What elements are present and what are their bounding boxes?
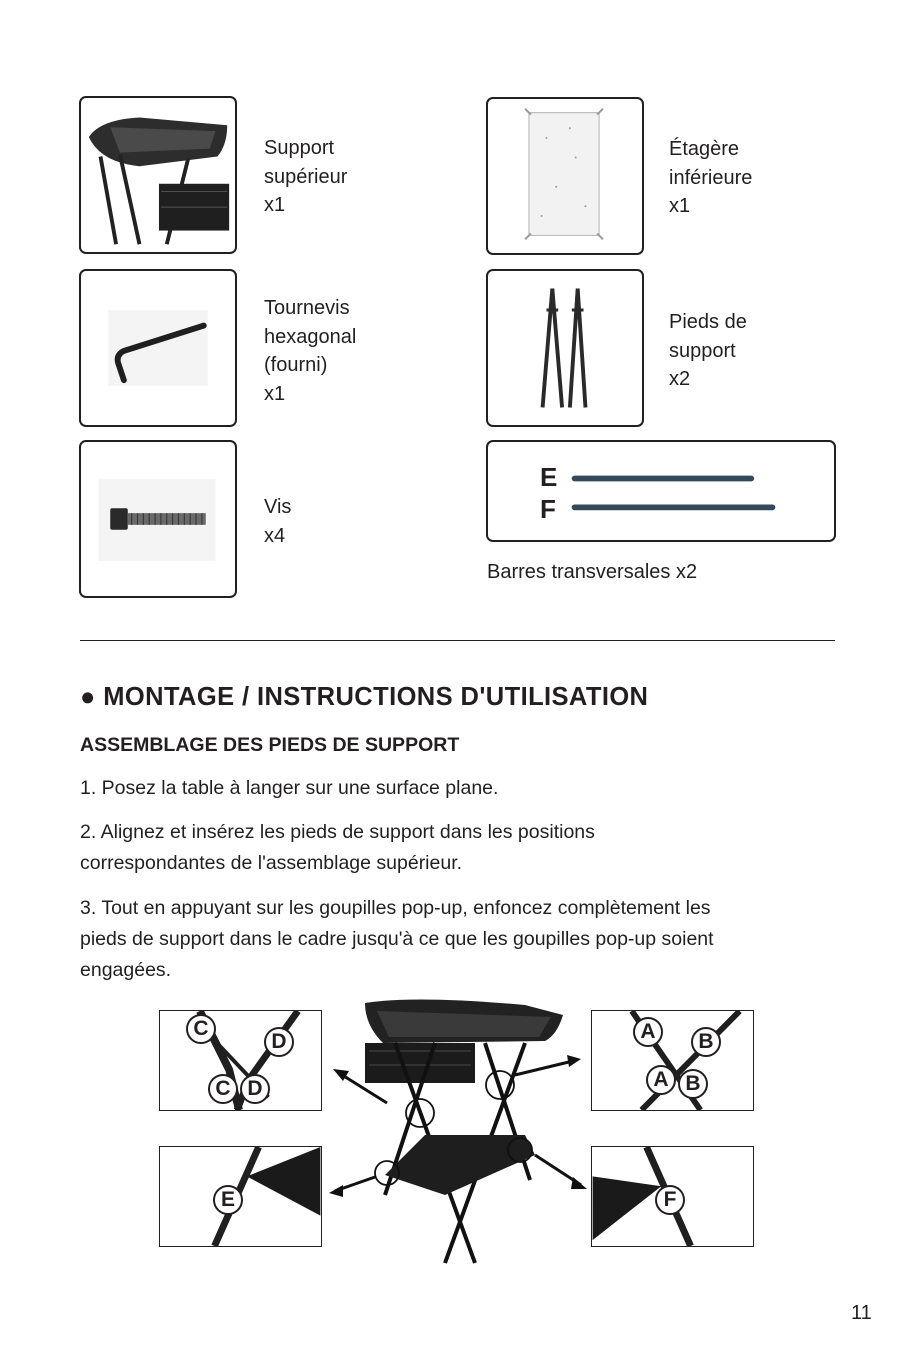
label-line: x2 xyxy=(669,368,691,390)
marker-a: A xyxy=(646,1065,676,1095)
detail-top-left xyxy=(159,1010,322,1111)
label-line: inférieure xyxy=(669,166,753,189)
marker-b: B xyxy=(691,1027,721,1057)
label-line: Vis xyxy=(264,496,292,518)
part-image-hex-key xyxy=(79,269,237,427)
label-line: Pieds de xyxy=(669,311,747,333)
step-line: correspondantes de l'assemblage supérieur. xyxy=(80,852,463,874)
label-upper-support xyxy=(264,134,347,220)
label-line: Étagère xyxy=(669,138,740,160)
label-crossbars: Barres transversales x2 xyxy=(487,561,698,583)
step-line: pieds de support dans le cadre jusqu'à ce que les goupilles pop-up soient xyxy=(80,928,714,950)
marker-d: D xyxy=(240,1074,270,1104)
section-title: ● MONTAGE / INSTRUCTIONS D'UTILISATION xyxy=(80,683,649,711)
detail-ab-joint xyxy=(592,1011,753,1110)
label-line: (fourni) xyxy=(264,354,328,376)
lower-shelf-illustration xyxy=(488,99,642,253)
detail-bottom-right xyxy=(591,1146,754,1247)
detail-top-right xyxy=(591,1010,754,1111)
label-line: supérieur xyxy=(264,165,348,188)
label-line: hexagonal xyxy=(264,325,357,348)
step-2 xyxy=(80,817,840,879)
page-number: 11 xyxy=(851,1302,872,1324)
crossbar-f-letter: F xyxy=(540,494,556,524)
support-legs-illustration xyxy=(488,271,642,425)
part-image-screw xyxy=(79,440,237,598)
label-line: x4 xyxy=(264,524,286,547)
label-support-legs xyxy=(669,308,747,394)
changing-table-figure xyxy=(325,995,595,1275)
crossbars-illustration xyxy=(488,442,834,540)
step-3 xyxy=(80,893,840,986)
step-line: 3. Tout en appuyant sur les goupilles pop-up, enfoncez complètement les xyxy=(80,897,711,919)
section-divider xyxy=(80,640,835,641)
label-screw xyxy=(264,493,291,550)
label-line: x1 xyxy=(264,382,286,405)
label-line: support xyxy=(669,339,736,362)
label-hex-key xyxy=(264,294,356,408)
marker-e: E xyxy=(213,1185,243,1215)
marker-a: A xyxy=(633,1017,663,1047)
part-image-crossbars xyxy=(486,440,836,542)
label-line: x1 xyxy=(669,195,691,217)
part-image-upper-support xyxy=(79,96,237,254)
label-line: Tournevis xyxy=(264,297,350,319)
detail-bottom-left xyxy=(159,1146,322,1247)
label-line: Support xyxy=(264,137,335,159)
step-line: engagées. xyxy=(80,959,172,981)
marker-f: F xyxy=(655,1185,685,1215)
label-line: x1 xyxy=(264,194,286,216)
part-image-support-legs xyxy=(486,269,644,427)
part-image-lower-shelf xyxy=(486,97,644,255)
step-line: 1. Posez la table à langer sur une surface plane. xyxy=(80,777,499,799)
label-lower-shelf xyxy=(669,135,752,221)
marker-d: D xyxy=(264,1027,294,1057)
upper-support-illustration xyxy=(81,98,235,252)
marker-b: B xyxy=(678,1069,708,1099)
step-1 xyxy=(80,773,840,804)
marker-c: C xyxy=(208,1074,238,1104)
screw-illustration xyxy=(81,442,235,596)
crossbar-e-letter: E xyxy=(540,462,558,492)
hex-key-illustration xyxy=(81,271,235,425)
marker-c: C xyxy=(186,1014,216,1044)
step-line: 2. Alignez et insérez les pieds de support dans les positions xyxy=(80,821,595,843)
sub-title: ASSEMBLAGE DES PIEDS DE SUPPORT xyxy=(80,734,460,756)
